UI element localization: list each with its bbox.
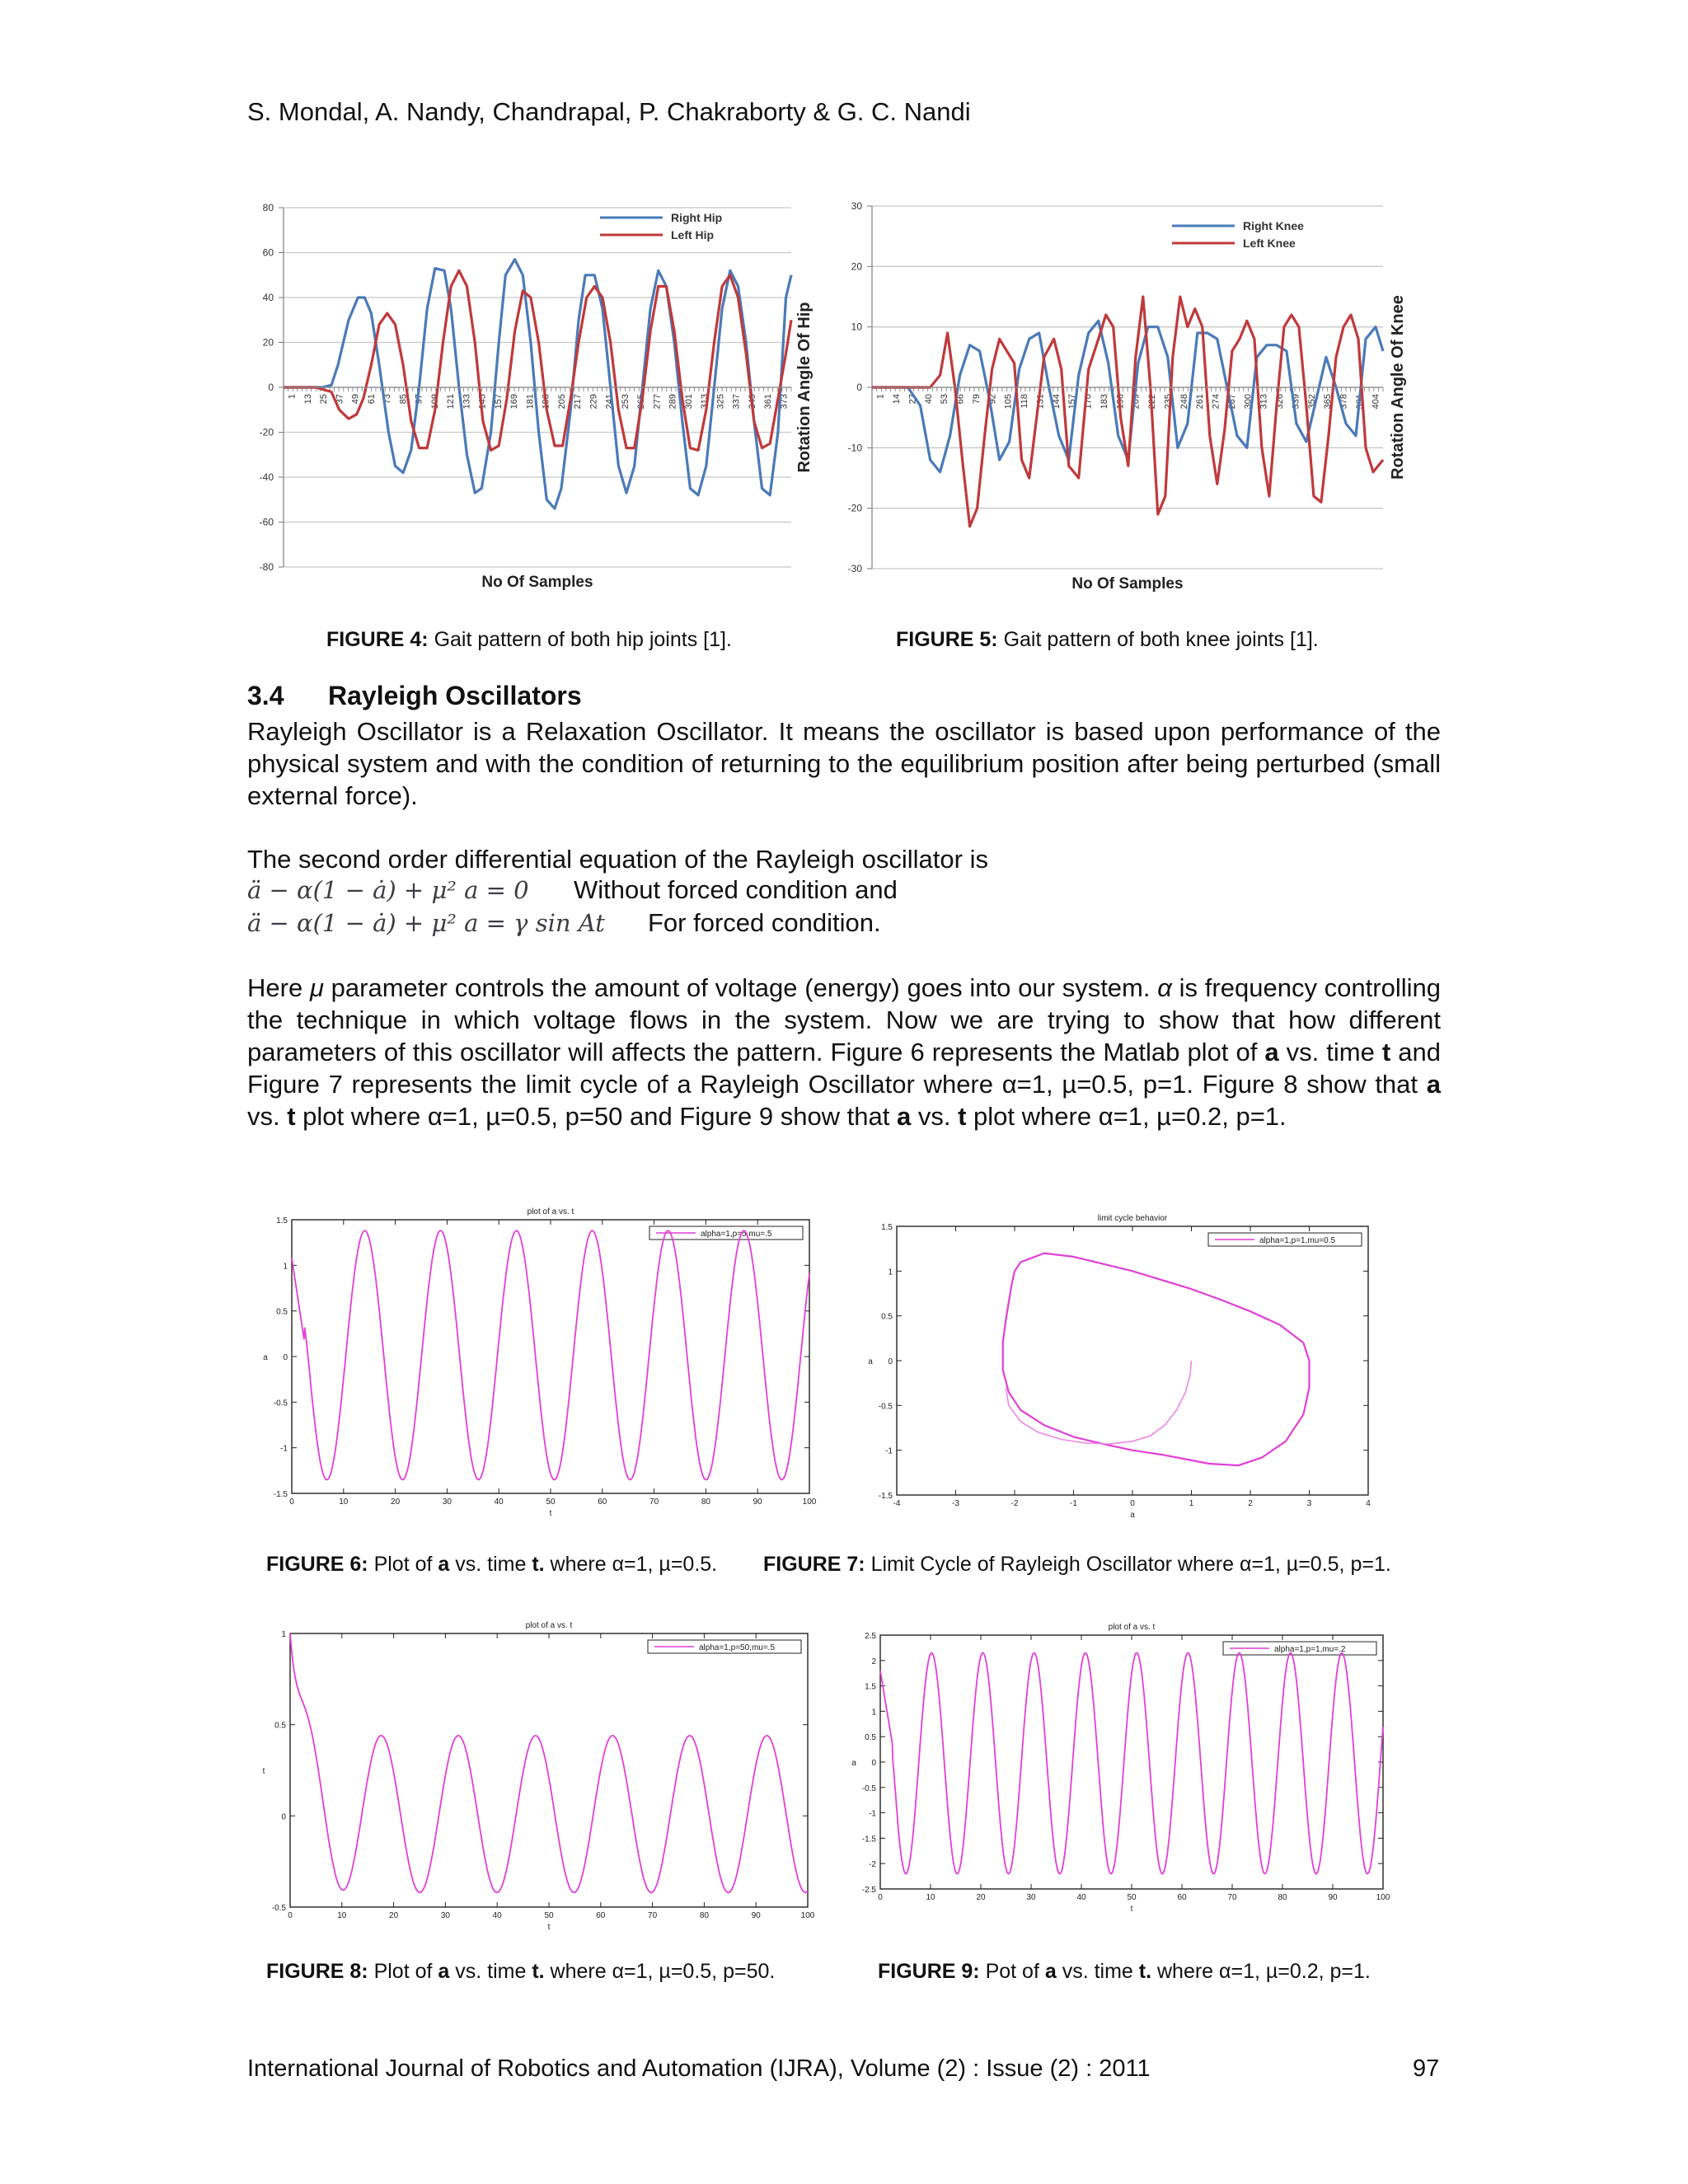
y-tick-label: 0: [856, 382, 862, 393]
x-tick-label: 3: [1306, 1499, 1312, 1508]
figure-7-caption: FIGURE 7: Limit Cycle of Rayleigh Oscillator where α=1, µ=0.5, p=1.: [763, 1553, 1391, 1576]
plot-title: plot of a vs. t: [525, 1621, 573, 1630]
x-tick-label: -3: [952, 1499, 959, 1508]
x-tick-label: 205: [556, 394, 567, 410]
y-tick-label: -0.5: [878, 1402, 893, 1412]
x-tick-label: 10: [926, 1893, 935, 1902]
y-tick-label: -80: [259, 561, 274, 573]
x-tick-label: 0: [288, 1911, 293, 1920]
plot-frame: [290, 1633, 808, 1907]
x-tick-label: 10: [337, 1911, 347, 1920]
y-tick-label: 1.5: [881, 1223, 893, 1232]
figure-6-caption: FIGURE 6: Plot of a vs. time t. where α=1, µ=0.5.: [266, 1553, 718, 1576]
y-tick-label: 0: [281, 1812, 286, 1822]
figure-8-plot: [244, 1614, 821, 1932]
x-tick-label: 73: [382, 394, 393, 405]
x-axis-label: t: [547, 1923, 551, 1932]
x-tick-label: 378: [1339, 394, 1349, 410]
plot-title: plot of a vs. t: [527, 1207, 574, 1216]
x-tick-label: 30: [442, 1497, 452, 1507]
x-tick-label: 1: [1189, 1499, 1194, 1508]
x-tick-label: 61: [366, 394, 377, 405]
x-tick-label: 14: [892, 394, 903, 405]
x-tick-label: 118: [1020, 394, 1030, 409]
y-tick-label: -1.5: [878, 1492, 893, 1501]
figure-7-limit-cycle: [849, 1203, 1401, 1520]
section-heading: 3.4 Rayleigh Oscillators: [247, 681, 582, 710]
y-tick-label: 0: [888, 1357, 893, 1366]
y-axis-label: a: [263, 1353, 268, 1362]
x-tick-label: 90: [1328, 1893, 1338, 1902]
y-axis-label: a: [851, 1759, 856, 1768]
x-tick-label: 326: [1275, 394, 1286, 410]
y-tick-label: 10: [851, 321, 862, 333]
figure-6-plot: [262, 1195, 819, 1518]
x-tick-label: 53: [940, 394, 950, 405]
x-tick-label: 1: [287, 394, 298, 400]
y-tick-label: 1: [283, 1262, 288, 1272]
equation-unforced-label: Without forced condition and: [574, 875, 898, 904]
page-number: 97: [1413, 2055, 1440, 2082]
legend-label: Left Hip: [671, 228, 715, 241]
y-tick-label: 60: [262, 246, 274, 259]
x-tick-label: 70: [1227, 1893, 1237, 1902]
y-tick-label: 2.5: [865, 1632, 876, 1641]
x-tick-label: -4: [893, 1499, 901, 1508]
figure-9-caption: FIGURE 9: Pot of a vs. time t. where α=1, µ=0.2, p=1.: [878, 1960, 1371, 1983]
y-tick-label: -10: [847, 442, 862, 454]
limit-cycle-orbit: [1003, 1254, 1310, 1466]
figure-9-plot: [841, 1620, 1401, 1919]
x-tick-label: 229: [588, 394, 599, 410]
paragraph-3: Here μ parameter controls the amount of voltage (energy) goes into our system. α is frequency controlling the technique in which voltage flows in the system. Now we are trying to show that how different parameters of this oscillator will affects the pattern. Figure 6 represents the Matlab plot of a vs. time t and Figure 7 represents the limit cycle of a Rayleigh Oscillator where α=1, µ=0.5, p=1. Figure 8 show that a vs. t plot where α=1, µ=0.5, p=50 and Figure 9 show that a vs. t plot where α=1, µ=0.2, p=1.: [247, 973, 1441, 1131]
x-tick-label: 183: [1099, 394, 1109, 410]
series-line: [292, 1230, 809, 1479]
x-tick-label: 1: [875, 394, 886, 400]
x-tick-label: 145: [477, 394, 488, 410]
figure-5-knee-chart: [832, 196, 1414, 592]
legend-label: alpha=1,p=1,mu=0.5: [1259, 1236, 1336, 1245]
x-tick-label: 66: [955, 394, 966, 405]
y-tick-label: 1.5: [865, 1682, 876, 1692]
x-tick-label: 40: [494, 1497, 504, 1507]
x-tick-label: 287: [1226, 394, 1237, 410]
x-tick-label: 209: [1131, 394, 1142, 410]
plot-title: limit cycle behavior: [1097, 1214, 1168, 1223]
equation-unforced: [247, 875, 898, 905]
y-tick-label: 1: [281, 1630, 286, 1639]
x-tick-label: 181: [525, 394, 536, 410]
y-tick-label: -40: [259, 471, 274, 483]
x-tick-label: 0: [878, 1893, 883, 1902]
x-tick-label: 60: [596, 1911, 606, 1920]
x-axis-label: No Of Samples: [481, 574, 593, 591]
y-tick-label: -20: [259, 426, 274, 438]
x-tick-label: 40: [1076, 1893, 1086, 1902]
x-tick-label: 30: [440, 1911, 450, 1920]
x-tick-label: 144: [1051, 394, 1062, 410]
x-tick-label: 20: [389, 1911, 399, 1920]
figure-4-caption: FIGURE 4: Gait pattern of both hip joints [1].: [326, 628, 732, 651]
legend-label: alpha=1,p=5,mu=.5: [701, 1230, 772, 1239]
x-tick-label: 253: [620, 394, 631, 410]
x-tick-label: 90: [753, 1497, 762, 1507]
y-axis-label: t: [262, 1767, 265, 1776]
transient-trajectory: [1006, 1361, 1191, 1444]
x-tick-label: 131: [1035, 394, 1046, 410]
figure-4-hip-chart: [244, 196, 826, 592]
x-tick-label: 80: [701, 1497, 710, 1507]
x-tick-label: 30: [1026, 1893, 1036, 1902]
plot-title: plot of a vs. t: [1108, 1623, 1156, 1632]
y-tick-label: -1: [869, 1809, 876, 1819]
x-tick-label: 404: [1371, 394, 1381, 410]
x-tick-label: 10: [339, 1497, 349, 1507]
y-tick-label: 40: [262, 292, 274, 303]
series-line-right-hip: [284, 260, 791, 509]
x-tick-label: 100: [1376, 1893, 1390, 1902]
x-tick-label: 4: [1366, 1499, 1371, 1508]
x-tick-label: 157: [493, 394, 504, 410]
legend-label: Right Hip: [671, 211, 723, 224]
x-tick-label: 79: [971, 394, 982, 405]
y-tick-label: -1.5: [273, 1490, 288, 1499]
y-axis-label: a: [868, 1357, 873, 1366]
x-tick-label: 157: [1067, 394, 1078, 410]
legend-label: alpha=1,p=50,mu=.5: [699, 1643, 776, 1652]
equation-forced-label: For forced condition.: [648, 908, 881, 937]
x-tick-label: 193: [541, 394, 551, 410]
y-tick-label: -1: [885, 1446, 893, 1456]
figure-8-caption: FIGURE 8: Plot of a vs. time t. where α=1, µ=0.5, p=50.: [266, 1960, 776, 1983]
x-axis-label: a: [1130, 1511, 1135, 1520]
x-tick-label: 248: [1179, 394, 1189, 410]
y-tick-label: 20: [851, 260, 862, 273]
equation-unforced-formula: ä − α(1 − ȧ) + μ² a = 0: [247, 876, 529, 904]
legend-label: Right Knee: [1243, 219, 1304, 232]
x-tick-label: 100: [800, 1911, 815, 1920]
x-tick-label: 261: [1195, 394, 1206, 410]
journal-footer: International Journal of Robotics and Automation (IJRA), Volume (2) : Issue (2) : 2011: [247, 2055, 1151, 2082]
x-tick-label: 365: [1323, 394, 1334, 410]
x-tick-label: 361: [763, 394, 774, 410]
x-axis-label: t: [549, 1509, 552, 1518]
legend-label: Left Knee: [1243, 237, 1296, 250]
y-tick-label: -60: [259, 516, 274, 528]
x-tick-label: 70: [649, 1497, 659, 1507]
x-tick-label: 40: [492, 1911, 502, 1920]
x-tick-label: 60: [1177, 1893, 1187, 1902]
y-tick-label: 0: [283, 1353, 288, 1362]
series-line: [290, 1633, 808, 1892]
x-tick-label: 325: [715, 394, 726, 410]
x-tick-label: 121: [446, 394, 457, 410]
x-tick-label: 196: [1115, 394, 1126, 410]
y-tick-label: 0.5: [881, 1312, 893, 1322]
x-tick-label: 90: [751, 1911, 761, 1920]
x-tick-label: 0: [1130, 1499, 1135, 1508]
plot-frame: [897, 1226, 1368, 1495]
x-tick-label: 391: [1354, 394, 1365, 410]
y-tick-label: 80: [262, 202, 274, 213]
x-tick-label: 27: [907, 394, 918, 405]
x-tick-label: 289: [668, 394, 678, 410]
x-tick-label: -2: [1010, 1499, 1019, 1508]
x-tick-label: 20: [391, 1497, 401, 1507]
y-tick-label: 2: [871, 1657, 876, 1666]
x-axis-label: t: [1130, 1905, 1133, 1914]
x-tick-label: 40: [923, 394, 934, 405]
x-tick-label: 349: [747, 394, 757, 410]
x-tick-label: 92: [987, 394, 998, 405]
x-tick-label: 85: [398, 394, 409, 405]
x-tick-label: 301: [683, 394, 694, 410]
y-axis-label: Rotation Angle Of Hip: [795, 302, 814, 473]
x-tick-label: 80: [1278, 1893, 1287, 1902]
y-tick-label: 20: [262, 336, 274, 349]
x-tick-label: 222: [1147, 394, 1158, 410]
x-tick-label: 0: [289, 1497, 294, 1507]
x-tick-label: 277: [652, 394, 663, 410]
y-axis-label: Rotation Angle Of Knee: [1389, 295, 1407, 480]
y-tick-label: 0: [268, 382, 274, 393]
x-tick-label: 49: [350, 394, 361, 405]
y-tick-label: -0.5: [271, 1904, 286, 1913]
series-line: [880, 1653, 1383, 1874]
plot-frame: [292, 1220, 809, 1493]
y-tick-label: -30: [847, 563, 862, 574]
x-tick-label: 50: [544, 1911, 554, 1920]
paragraph-1: Rayleigh Oscillator is a Relaxation Oscillator. It means the oscillator is based upon performance of the physical system and with the condition of returning to the equilibrium position after being perturbed (small external force).: [247, 717, 1441, 810]
x-tick-label: 13: [302, 394, 313, 405]
x-tick-label: 241: [604, 394, 615, 410]
x-tick-label: 50: [1127, 1893, 1137, 1902]
x-tick-label: 313: [700, 394, 710, 410]
x-tick-label: 373: [779, 394, 790, 410]
y-tick-label: -0.5: [273, 1399, 288, 1408]
x-tick-label: 274: [1211, 394, 1221, 410]
y-tick-label: -2: [869, 1860, 876, 1870]
x-tick-label: 169: [509, 394, 520, 410]
x-tick-label: 109: [429, 394, 440, 410]
x-axis-label: No Of Samples: [1071, 575, 1184, 593]
y-tick-label: -1.5: [861, 1835, 876, 1844]
y-tick-label: 0.5: [276, 1307, 288, 1317]
x-tick-label: 37: [335, 394, 345, 405]
x-tick-label: 80: [699, 1911, 709, 1920]
x-tick-label: 265: [636, 394, 647, 410]
y-tick-label: 1: [888, 1268, 893, 1277]
x-tick-label: 235: [1163, 394, 1174, 410]
equation-forced: [247, 908, 881, 938]
x-tick-label: 97: [414, 394, 424, 405]
y-tick-label: 30: [851, 200, 862, 212]
y-tick-label: 0: [871, 1759, 876, 1768]
x-tick-label: -1: [1070, 1499, 1077, 1508]
legend-label: alpha=1,p=1,mu=.2: [1274, 1645, 1346, 1654]
series-line-left-knee: [872, 297, 1383, 527]
y-tick-label: 1: [871, 1708, 876, 1718]
y-tick-label: -1: [280, 1444, 288, 1454]
y-tick-label: -0.5: [861, 1783, 876, 1793]
x-tick-label: 170: [1083, 394, 1094, 410]
y-tick-label: 1.5: [276, 1216, 288, 1226]
x-tick-label: 300: [1243, 394, 1254, 410]
x-tick-label: 20: [976, 1893, 986, 1902]
x-tick-label: 25: [319, 394, 330, 405]
x-tick-label: 2: [1248, 1499, 1253, 1508]
y-tick-label: -2.5: [861, 1886, 876, 1895]
y-tick-label: -20: [847, 502, 862, 514]
x-tick-label: 352: [1306, 394, 1317, 410]
x-tick-label: 337: [731, 394, 742, 410]
x-tick-label: 313: [1259, 394, 1269, 410]
x-tick-label: 105: [1003, 394, 1014, 410]
x-tick-label: 339: [1291, 394, 1301, 410]
paragraph-2-intro: The second order differential equation of the Rayleigh oscillator is: [247, 845, 988, 874]
x-tick-label: 100: [802, 1497, 817, 1507]
equation-forced-formula: ä − α(1 − ȧ) + μ² a = γ sin At: [247, 909, 605, 937]
x-tick-label: 70: [648, 1911, 658, 1920]
x-tick-label: 50: [546, 1497, 556, 1507]
y-tick-label: 0.5: [865, 1733, 876, 1743]
x-tick-label: 133: [462, 394, 472, 410]
figure-5-caption: FIGURE 5: Gait pattern of both knee joints [1].: [896, 628, 1319, 651]
x-tick-label: 60: [598, 1497, 607, 1507]
running-header: S. Mondal, A. Nandy, Chandrapal, P. Chakraborty & G. C. Nandi: [247, 97, 971, 126]
x-tick-label: 217: [573, 394, 584, 410]
y-tick-label: 0.5: [274, 1721, 286, 1731]
